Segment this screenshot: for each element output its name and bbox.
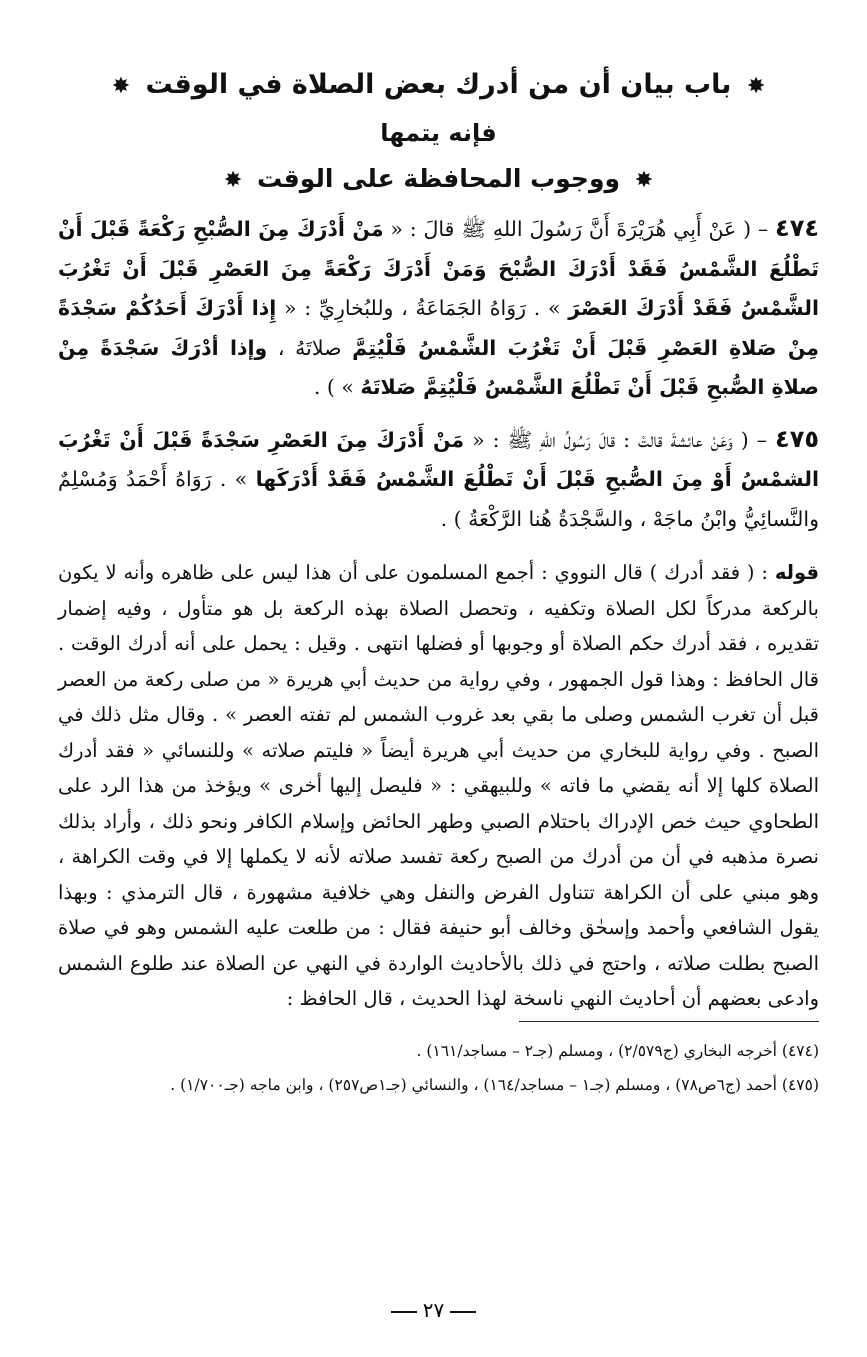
star-icon: ✸ [746, 74, 766, 99]
hadith-text: مَنْ أَدْرَكَ مِنَ الصُّبْحِ رَكْعَةً قَبْلَ أَنْ تَطْلُعَ الشَّمْسُ فَقَدْ أَدْرَكَ الصُّبْحَ وَمَنْ أَدْرَكَ رَكْعَةً مِنَ العَصْرِ قَبْلَ أَنْ تَغْرُبَ الشَّمْسُ فَقَدْ أَدْرَكَ العَصْرَ [58, 217, 820, 320]
page-number [0, 1298, 867, 1322]
hadith-end: » . رَوَاهُ أَحْمَدُ وَمُسْلِمٌ والنَّسائِيُّ وابْنُ ماجَهْ ، والسَّجْدَةُ هُنا الرَّكْعَةُ ) . [58, 467, 819, 531]
hadith-number: ٤٧٤ [775, 214, 819, 242]
hadith-number: ٤٧٥ [775, 424, 819, 453]
commentary-text: : ( فقد أدرك ) قال النووي : أجمع المسلمون على أن هذا ليس على ظاهره وأنه لا يكون بالركعة مدركاً لكل الصلاة وتكفيه ، وتحصل الصلاة بهذه الركعة بل هو متأول ، وفيه إضمار تقديره ، فقد أدرك حكم الصلاة أو وجوبها أو فضلها انتهى . وقيل : يحمل على أنه أدرك الوقت . قال الحافظ : وهذا قول الجمهور ، وفي رواية من حديث أبي هريرة « من صلى ركعة من العصر قبل أن تغرب الشمس وصلى ما بقي بعد غروب الشمس لم تفته العصر » . وقال مثل ذلك في الصبح . وفي رواية للبخاري من حديث أبي هريرة أيضاً « فليتم صلاته » وللنسائي « فقد أدرك الصلاة كلها إلا أنه يقضي ما فاته » وللبيهقي : « فليصل إليها أخرى » ويؤخذ من هذا الرد على الطحاوي حيث خص الإدراك باحتلام الصبي وطهر الحائض وإسلام الكافر ونحو ذلك ، وأراد بذلك نصرة مذهبه في أن من أدرك من الصبح ركعة تفسد صلاته لأنه لا يكملها إلا في وقت الكراهة ، وهو مبني على أن الكراهة تتناول الفرض والنفل وهي خلافية مشهورة ، قال الترمذي : وبهذا يقول الشافعي وأحمد وإسحٰق وخالف أبو حنيفة فقال : من طلعت عليه الشمس وهو في صلاة الصبح بطلت صلاته ، واحتج في ذلك بالأحاديث الواردة في النهي عن الصلاة عند طلوع الشمس وادعى بعضهم أن أحاديث النهي ناسخة لهذا الحديث ، قال الحافظ : [58, 561, 819, 1010]
hadith-475 [58, 420, 819, 540]
hadith-text: إِذا أَدْرَكَ أَحَدُكُمْ سَجْدَةً مِنْ صَلاةِ العَصْرِ قَبْلَ أَنْ تَغْرُبَ الشَّمْسُ فَلْيُتِمَّ [58, 296, 819, 360]
star-icon: ✸ [634, 168, 654, 193]
dash-decoration [391, 1311, 417, 1313]
hadith-474 [58, 209, 819, 408]
footnote-474: (٤٧٤) أخرجه البخاري (ج٢/٥٧٩) ، ومسلم (جـ٢ – مساجد/١٦١) . [416, 1041, 819, 1060]
star-icon: ✸ [223, 168, 243, 193]
chapter-title-line2: فإنه يتمها [380, 119, 497, 147]
hadith-intro: – ( وَعَنْ عائشةَ قالتْ : قالَ رَسُولُ اللهِ ﷺ : « [464, 427, 776, 452]
hadith-text: مَنْ أَدْرَكَ مِنَ العَصْرِ سَجْدَةً قَبْلَ أَنْ تَغْرُبَ الشمْسُ أَوْ مِنَ الصُّبحِ قَبْلَ أَنْ تَطْلُعَ الشَّمْسُ فَقَدْ أَدْرَكَها [58, 427, 819, 491]
hadith-narration: » . رَوَاهُ الجَمَاعَةُ ، وللبُخارِيِّ : « [276, 296, 569, 320]
star-icon: ✸ [111, 74, 131, 99]
chapter-subtitle-text: ووجوب المحافظة على الوقت [256, 164, 621, 193]
hadith-text-plain: صلاتَهُ ، [267, 335, 353, 360]
hadith-text: وإذا أدْرَكَ سَجْدَةً مِنْ صلاةِ الصُّبحِ قَبْلَ أَنْ تَطْلُعَ الشَّمْسُ فَلْيُتِمَّ صَلاتَهُ [58, 335, 819, 399]
commentary-label: قوله [774, 561, 819, 584]
hadith-end: » ) . [313, 375, 361, 399]
chapter-title-line3 [58, 157, 819, 203]
commentary [58, 555, 819, 1017]
footnote-divider [519, 1021, 819, 1022]
hadith-intro: – ( عَنْ أَبِي هُرَيْرَةَ أَنَّ رَسُولَ اللهِ ﷺ قالَ : « [383, 217, 776, 241]
footnotes [58, 1034, 819, 1102]
chapter-title-text: باب بيان أن من أدرك بعض الصلاة في الوقت [145, 69, 732, 100]
page-number-value: ٢٧ [422, 1298, 445, 1322]
footnote-475: (٤٧٥) أحمد (ج٦ص٧٨) ، ومسلم (جـ١ – مساجد/١٦٤) ، والنسائي (جـ١ص٢٥٧) ، وابن ماجه (جـ١/٧٠٠) . [170, 1075, 819, 1094]
chapter-title-line1 [58, 63, 819, 109]
dash-decoration [450, 1311, 476, 1313]
